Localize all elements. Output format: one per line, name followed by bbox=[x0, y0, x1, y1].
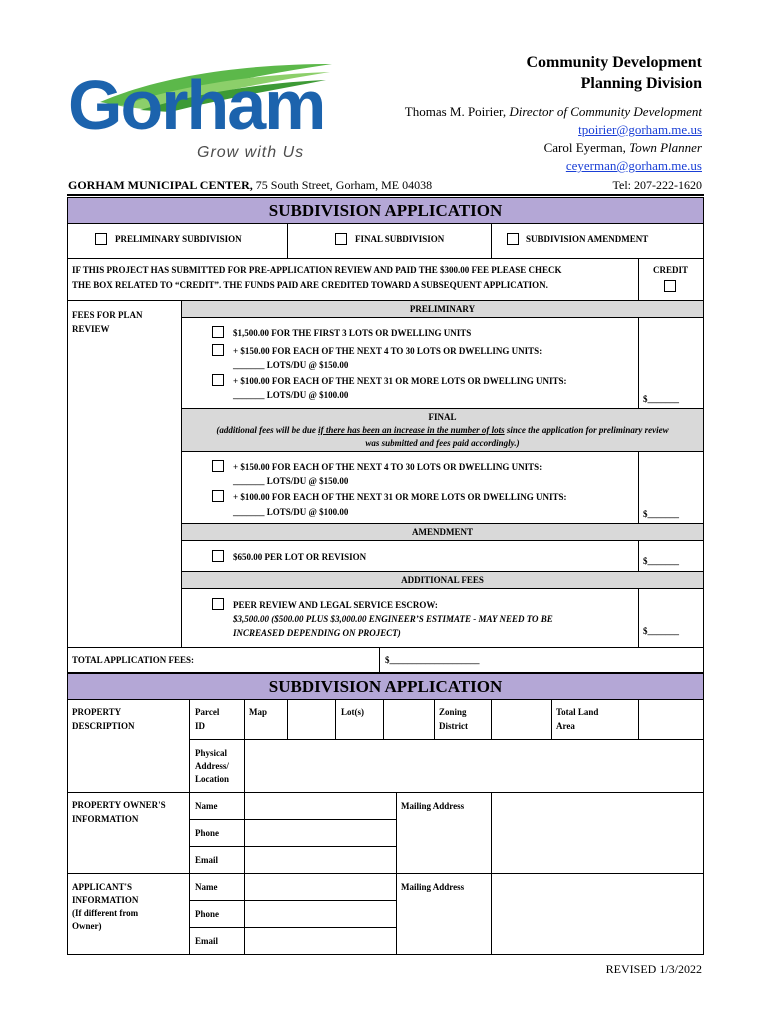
final-fee1-label: + $150.00 FOR EACH OF THE NEXT 4 TO 30 LOTS OR DWELLING UNITS: bbox=[233, 462, 543, 472]
divider bbox=[638, 452, 639, 523]
logo-tagline: Grow with Us bbox=[197, 144, 305, 161]
divider bbox=[189, 900, 396, 901]
property-label-2: DESCRIPTION bbox=[72, 721, 135, 731]
divider bbox=[244, 873, 245, 955]
owner-mailing-label: Mailing Address bbox=[401, 801, 465, 811]
header-title-1: Community Development bbox=[526, 54, 702, 71]
preliminary-heading: PRELIMINARY bbox=[181, 300, 704, 318]
divider bbox=[491, 792, 492, 873]
escrow-label: PEER REVIEW AND LEGAL SERVICE ESCROW: bbox=[233, 600, 438, 610]
owner-phone-label: Phone bbox=[195, 828, 220, 838]
logo-wordmark: Gorham bbox=[68, 66, 325, 144]
additional-fees-heading: ADDITIONAL FEES bbox=[181, 571, 704, 589]
owner-name-label: Name bbox=[195, 801, 218, 811]
parcel-label-1: Parcel bbox=[195, 707, 220, 717]
fees-label-line-1: FEES FOR PLAN bbox=[72, 310, 143, 320]
subdivision-amendment-checkbox[interactable] bbox=[507, 233, 519, 245]
prelim-fee1-label: $1,500.00 FOR THE FIRST 3 LOTS OR DWELLING UNITS bbox=[233, 328, 472, 338]
planner-line bbox=[544, 140, 702, 156]
director-name: Thomas M. Poirier, bbox=[404, 104, 510, 119]
prelim-fee2-count: _______ LOTS/DU @ $150.00 bbox=[233, 360, 349, 370]
header-divider bbox=[67, 194, 704, 196]
divider bbox=[287, 224, 288, 258]
address-rest: 75 South Street, Gorham, ME 04038 bbox=[252, 178, 433, 192]
applicant-email-label: Email bbox=[195, 936, 219, 946]
escrow-detail-2: INCREASED DEPENDING ON PROJECT) bbox=[233, 628, 401, 638]
final-note-line-2: was submitted and fees paid accordingly.) bbox=[365, 438, 520, 448]
divider bbox=[491, 224, 492, 258]
preliminary-subdivision-checkbox[interactable] bbox=[95, 233, 107, 245]
prelim-fee3-count: _______ LOTS/DU @ $100.00 bbox=[233, 390, 349, 400]
applicant-mailing-label: Mailing Address bbox=[401, 882, 465, 892]
divider bbox=[335, 699, 336, 739]
map-label: Map bbox=[249, 707, 267, 717]
final-fee2-count: _______ LOTS/DU @ $100.00 bbox=[233, 507, 349, 517]
prelim-fee1-checkbox[interactable] bbox=[212, 326, 224, 338]
final-fee2-label: + $100.00 FOR EACH OF THE NEXT 31 OR MORE LOTS OR DWELLING UNITS: bbox=[233, 492, 567, 502]
director-line bbox=[405, 104, 702, 120]
divider bbox=[67, 792, 704, 793]
divider bbox=[189, 699, 190, 955]
divider bbox=[383, 699, 384, 739]
final-note-c: since the application for preliminary review bbox=[504, 425, 669, 435]
escrow-checkbox[interactable] bbox=[212, 598, 224, 610]
divider bbox=[287, 699, 288, 739]
parcel-label-2: ID bbox=[195, 721, 206, 731]
divider bbox=[638, 541, 639, 571]
credit-label: CREDIT bbox=[653, 265, 689, 275]
amendment-total-field[interactable]: $_______ bbox=[643, 556, 679, 566]
applicant-label-3: (If different from bbox=[72, 908, 139, 918]
final-note-a: (additional fees will be due bbox=[216, 425, 319, 435]
address-bold: GORHAM MUNICIPAL CENTER, bbox=[68, 178, 253, 192]
amendment-fee-label: $650.00 PER LOT OR REVISION bbox=[233, 552, 367, 562]
final-heading-block bbox=[181, 408, 704, 452]
prelim-fee2-label: + $150.00 FOR EACH OF THE NEXT 4 TO 30 LOTS OR DWELLING UNITS: bbox=[233, 346, 543, 356]
divider bbox=[434, 699, 435, 739]
final-subdivision-label: FINAL SUBDIVISION bbox=[355, 234, 445, 244]
subdivision-amendment-label: SUBDIVISION AMENDMENT bbox=[526, 234, 649, 244]
divider bbox=[244, 699, 245, 792]
section2-title-band: SUBDIVISION APPLICATION bbox=[67, 673, 704, 700]
total-fees-label: TOTAL APPLICATION FEES: bbox=[72, 655, 195, 665]
divider bbox=[189, 739, 704, 740]
municipal-address bbox=[68, 178, 432, 193]
prelim-fee3-label: + $100.00 FOR EACH OF THE NEXT 31 OR MORE LOTS OR DWELLING UNITS: bbox=[233, 376, 567, 386]
divider bbox=[638, 318, 639, 409]
applicant-name-label: Name bbox=[195, 882, 218, 892]
final-note-b: if there has been an increase in the number of lots bbox=[318, 425, 505, 435]
final-note-line-1 bbox=[182, 424, 703, 437]
divider bbox=[181, 300, 182, 647]
physical-label-3: Location bbox=[195, 774, 230, 784]
header-title-2: Planning Division bbox=[580, 75, 702, 92]
applicant-phone-label: Phone bbox=[195, 909, 220, 919]
prelim-fee3-checkbox[interactable] bbox=[212, 374, 224, 386]
divider bbox=[67, 647, 704, 648]
zoning-label-2: District bbox=[439, 721, 468, 731]
prelim-fee2-checkbox[interactable] bbox=[212, 344, 224, 356]
zoning-label-1: Zoning bbox=[439, 707, 467, 717]
divider bbox=[379, 647, 380, 673]
owner-label-1: PROPERTY OWNER'S bbox=[72, 800, 166, 810]
physical-label-2: Address/ bbox=[195, 761, 229, 771]
planner-role: Town Planner bbox=[629, 140, 702, 155]
owner-label-2: INFORMATION bbox=[72, 814, 139, 824]
total-fees-field[interactable]: $____________________ bbox=[385, 655, 480, 665]
credit-checkbox[interactable] bbox=[664, 280, 676, 292]
fees-label-line-2: REVIEW bbox=[72, 324, 110, 334]
divider bbox=[638, 699, 639, 739]
amendment-fee-checkbox[interactable] bbox=[212, 550, 224, 562]
divider bbox=[638, 258, 639, 300]
form-title-band: SUBDIVISION APPLICATION bbox=[67, 197, 704, 224]
amendment-heading: AMENDMENT bbox=[181, 523, 704, 541]
escrow-total-field[interactable]: $_______ bbox=[643, 626, 679, 636]
area-label-2: Area bbox=[556, 721, 575, 731]
physical-label-1: Physical bbox=[195, 748, 228, 758]
revised-date: REVISED 1/3/2022 bbox=[605, 962, 702, 976]
director-role: Director of Community Development bbox=[509, 104, 702, 119]
divider bbox=[67, 873, 704, 874]
final-fee1-count: _______ LOTS/DU @ $150.00 bbox=[233, 476, 349, 486]
lots-label: Lot(s) bbox=[341, 707, 364, 717]
final-subdivision-checkbox[interactable] bbox=[335, 233, 347, 245]
telephone: Tel: 207-222-1620 bbox=[612, 178, 702, 192]
credit-notice-line-1: IF THIS PROJECT HAS SUBMITTED FOR PRE-APPLICATION REVIEW AND PAID THE $300.00 FEE PLEASE CHECK bbox=[72, 265, 562, 275]
divider bbox=[551, 699, 552, 739]
divider bbox=[638, 589, 639, 647]
divider bbox=[396, 873, 397, 955]
applicant-label-2: INFORMATION bbox=[72, 895, 139, 905]
director-email-link[interactable]: tpoirier@gorham.me.us bbox=[578, 122, 702, 137]
final-fee2-checkbox[interactable] bbox=[212, 490, 224, 502]
owner-email-label: Email bbox=[195, 855, 219, 865]
final-heading: FINAL bbox=[428, 412, 457, 422]
escrow-detail-1: $3,500.00 ($500.00 PLUS $3,000.00 ENGINEER’S ESTIMATE - MAY NEED TO BE bbox=[233, 614, 553, 624]
applicant-label-4: Owner) bbox=[72, 921, 102, 931]
planner-name: Carol Eyerman, bbox=[543, 140, 630, 155]
divider bbox=[491, 873, 492, 955]
property-form-frame bbox=[67, 699, 704, 955]
divider bbox=[189, 846, 396, 847]
divider bbox=[244, 792, 245, 873]
final-fee1-checkbox[interactable] bbox=[212, 460, 224, 472]
credit-notice-line-2: THE BOX RELATED TO “CREDIT”. THE FUNDS PAID ARE CREDITED TOWARD A SUBSEQUENT APPLICATION. bbox=[72, 280, 548, 290]
divider bbox=[67, 258, 704, 259]
applicant-label-1: APPLICANT'S bbox=[72, 882, 133, 892]
divider bbox=[189, 927, 396, 928]
prelim-total-field[interactable]: $_______ bbox=[643, 394, 679, 404]
divider bbox=[491, 699, 492, 739]
divider bbox=[189, 819, 396, 820]
divider bbox=[396, 792, 397, 873]
property-label-1: PROPERTY bbox=[72, 707, 122, 717]
area-label-1: Total Land bbox=[556, 707, 599, 717]
gorham-logo bbox=[60, 58, 340, 168]
final-total-field[interactable]: $_______ bbox=[643, 509, 679, 519]
planner-email-link[interactable]: ceyerman@gorham.me.us bbox=[565, 158, 702, 173]
preliminary-subdivision-label: PRELIMINARY SUBDIVISION bbox=[115, 234, 242, 244]
